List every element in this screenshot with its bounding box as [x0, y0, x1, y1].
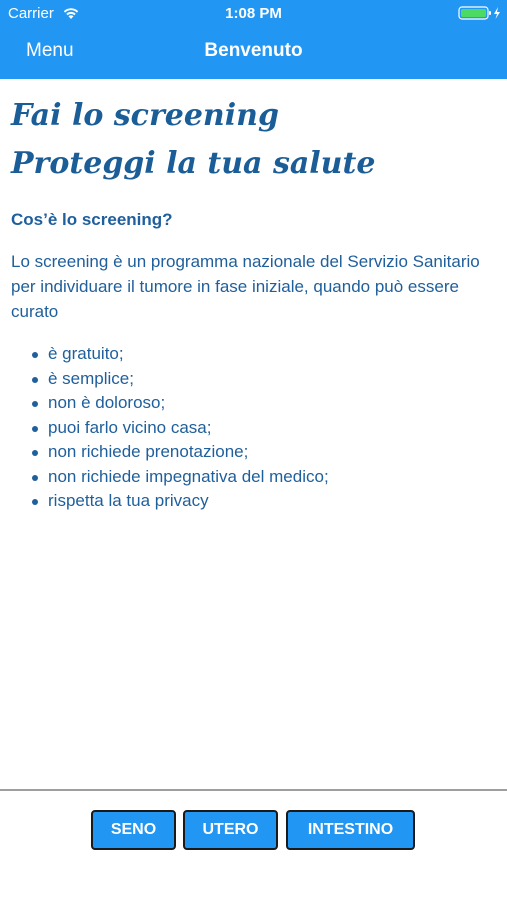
list-item-text: è gratuito; [48, 344, 124, 363]
intestino-button[interactable]: INTESTINO [286, 810, 415, 850]
list-item-text: è semplice; [48, 368, 134, 388]
list-item [48, 391, 491, 416]
list-item-text: non è doloroso; [48, 393, 166, 412]
bullet-dot-icon [32, 401, 38, 407]
bullet-dot-icon [32, 426, 38, 432]
section-question: Cos’è lo screening? [11, 210, 173, 229]
bullet-dot-icon [32, 352, 38, 358]
menu-button[interactable]: Menu [26, 40, 74, 61]
top-bar [0, 0, 507, 79]
bullet-dot-icon [32, 475, 38, 481]
headline-line-2: Proteggi la tua salute [11, 146, 376, 181]
list-item-text: rispetta la tua privacy [48, 491, 209, 510]
bullet-dot-icon [32, 450, 38, 456]
list-item [48, 489, 491, 514]
bottom-divider [0, 789, 507, 791]
list-item [48, 367, 491, 392]
utero-button[interactable]: UTERO [183, 810, 278, 850]
seno-button[interactable]: SENO [91, 810, 176, 850]
list-item-text: puoi farlo vicino casa; [48, 417, 212, 437]
battery-charging-icon [458, 6, 502, 20]
list-item-text: non richiede impegnativa del medico; [48, 466, 329, 486]
list-item-text: non richiede prenotazione; [48, 442, 249, 461]
bullet-dot-icon [32, 499, 38, 505]
navigation-bar [0, 28, 507, 79]
list-item [48, 465, 491, 490]
main-content [11, 92, 491, 514]
intro-paragraph: Lo screening è un programma nazionale del Servizio Sanitario per individuare il tumore in fase iniziale, quando può essere curato [11, 252, 480, 321]
list-item [48, 342, 491, 367]
benefits-list [11, 342, 491, 514]
nav-title: Benvenuto [204, 40, 303, 61]
list-item [48, 440, 491, 465]
headline-line-1: Fai lo screening [11, 98, 279, 133]
status-time: 1:08 PM [225, 5, 282, 22]
bullet-dot-icon [32, 377, 38, 383]
carrier-label: Carrier [8, 5, 54, 22]
status-bar [0, 0, 507, 28]
list-item [48, 416, 491, 441]
